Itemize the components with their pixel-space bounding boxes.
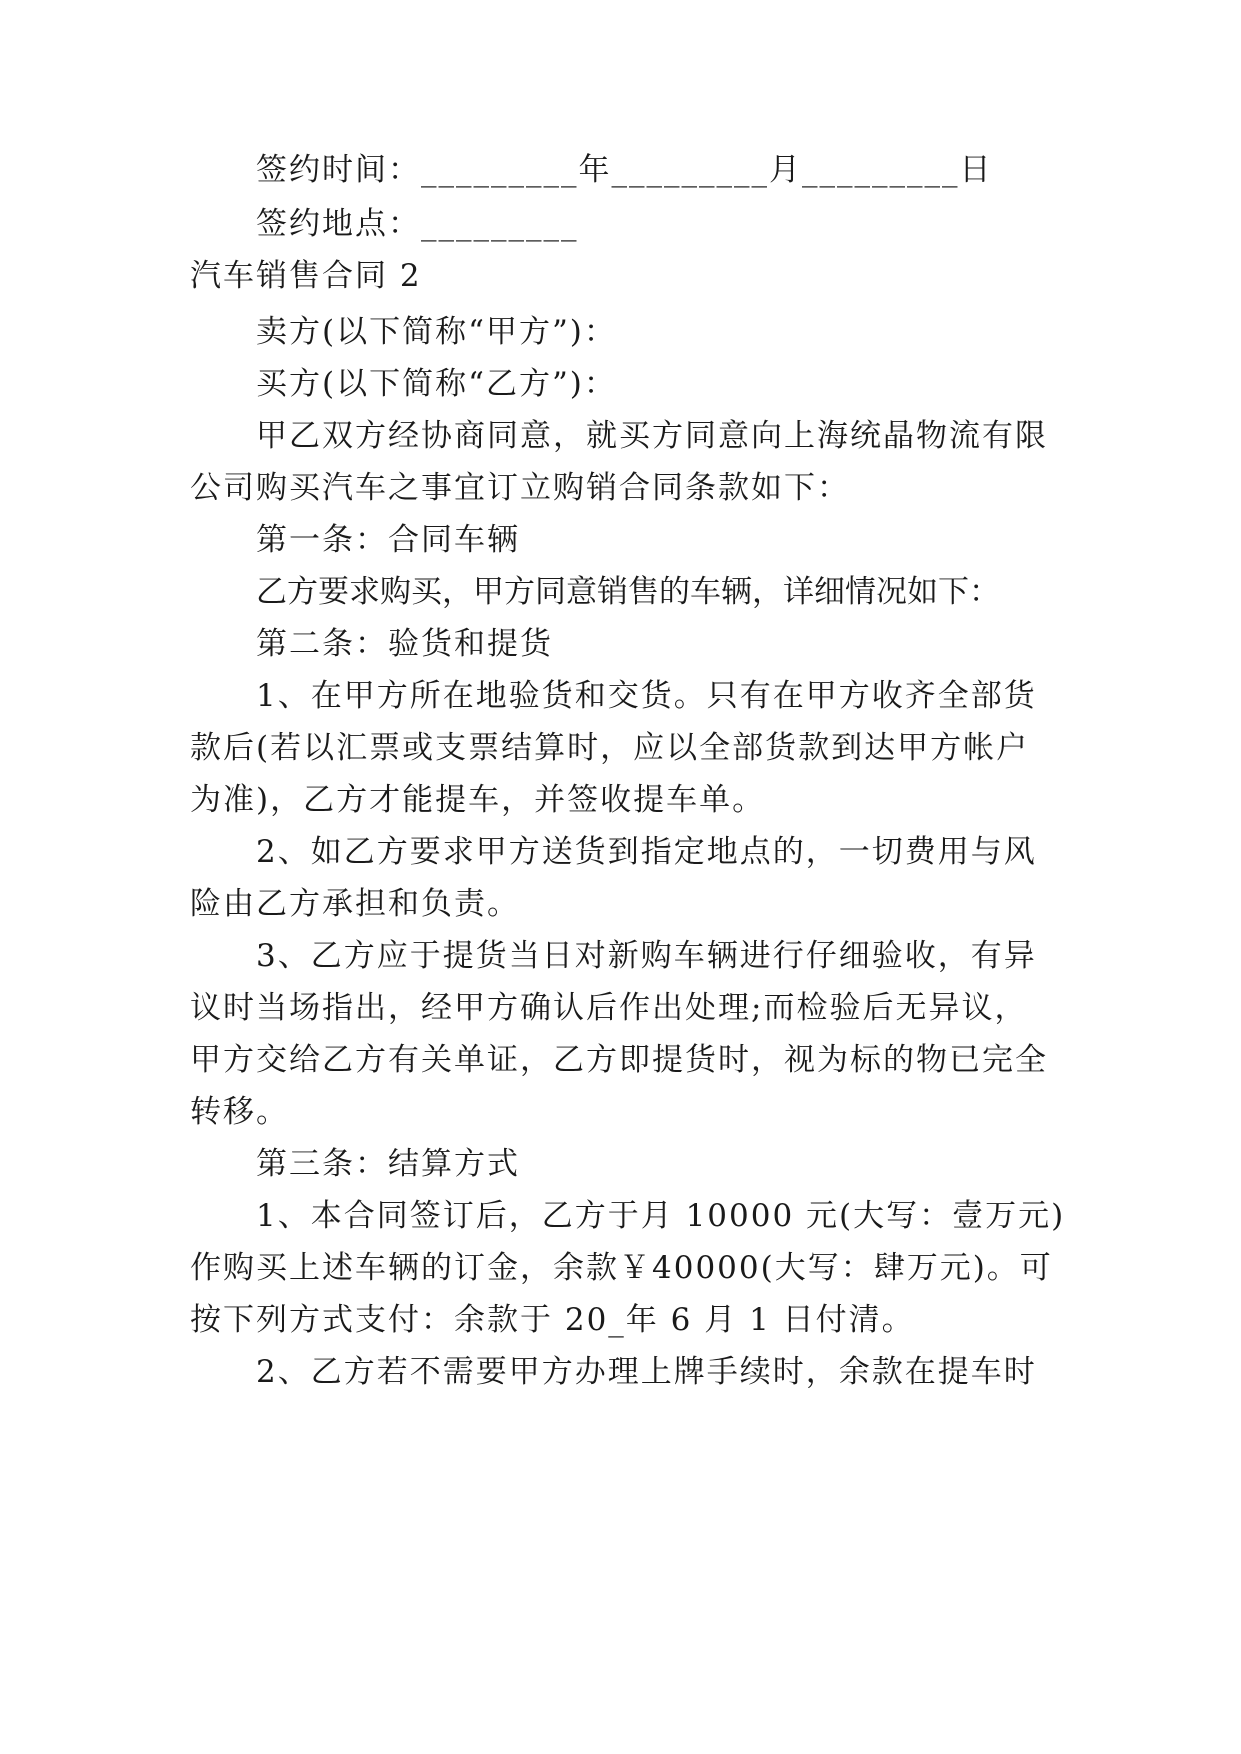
intro-paragraph-line: 甲乙双方经协商同意，就买方同意向上海统晶物流有限 <box>256 418 1048 454</box>
signing-place-line: 签约地点：_________ <box>256 206 579 242</box>
signing-time-line: 签约时间：_________年_________月_________日 <box>256 152 993 188</box>
article-paragraph-line: 甲方交给乙方有关单证，乙方即提货时，视为标的物已完全 <box>190 1042 1048 1078</box>
article-paragraph-line: 为准)，乙方才能提车，并签收提车单。 <box>190 782 766 818</box>
article-paragraph-line: 议时当场指出，经甲方确认后作出处理;而检验后无异议， <box>190 990 1028 1026</box>
intro-paragraph-line: 公司购买汽车之事宜订立购销合同条款如下： <box>190 470 850 506</box>
article-paragraph-line: 3、乙方应于提货当日对新购车辆进行仔细验收，有异 <box>256 938 1037 974</box>
article-paragraph-line: 2、如乙方要求甲方送货到指定地点的，一切费用与风 <box>256 834 1037 870</box>
article-heading: 第二条：验货和提货 <box>256 626 553 662</box>
article-paragraph-line: 险由乙方承担和负责。 <box>190 886 520 922</box>
article-heading: 第一条：合同车辆 <box>256 522 520 558</box>
article-paragraph-line: 2、乙方若不需要甲方办理上牌手续时，余款在提车时 <box>256 1354 1037 1390</box>
contract-title: 汽车销售合同 2 <box>190 258 422 294</box>
article-heading: 第三条：结算方式 <box>256 1146 520 1182</box>
article-paragraph-line: 1、本合同签订后，乙方于月 10000 元(大写：壹万元) <box>256 1198 1066 1234</box>
buyer-line: 买方(以下简称“乙方”)： <box>256 366 617 402</box>
article-paragraph-line: 转移。 <box>190 1094 289 1130</box>
seller-line: 卖方(以下简称“甲方”)： <box>256 314 617 350</box>
article-paragraph-line: 乙方要求购买，甲方同意销售的车辆，详细情况如下： <box>256 574 1000 610</box>
article-paragraph-line: 作购买上述车辆的订金，余款￥40000(大写：肆万元)。可 <box>190 1250 1053 1286</box>
article-paragraph-line: 按下列方式支付：余款于 20_年 6 月 1 日付清。 <box>190 1302 915 1338</box>
article-paragraph-line: 款后(若以汇票或支票结算时，应以全部货款到达甲方帐户 <box>190 730 1030 766</box>
article-paragraph-line: 1、在甲方所在地验货和交货。只有在甲方收齐全部货 <box>256 678 1037 714</box>
